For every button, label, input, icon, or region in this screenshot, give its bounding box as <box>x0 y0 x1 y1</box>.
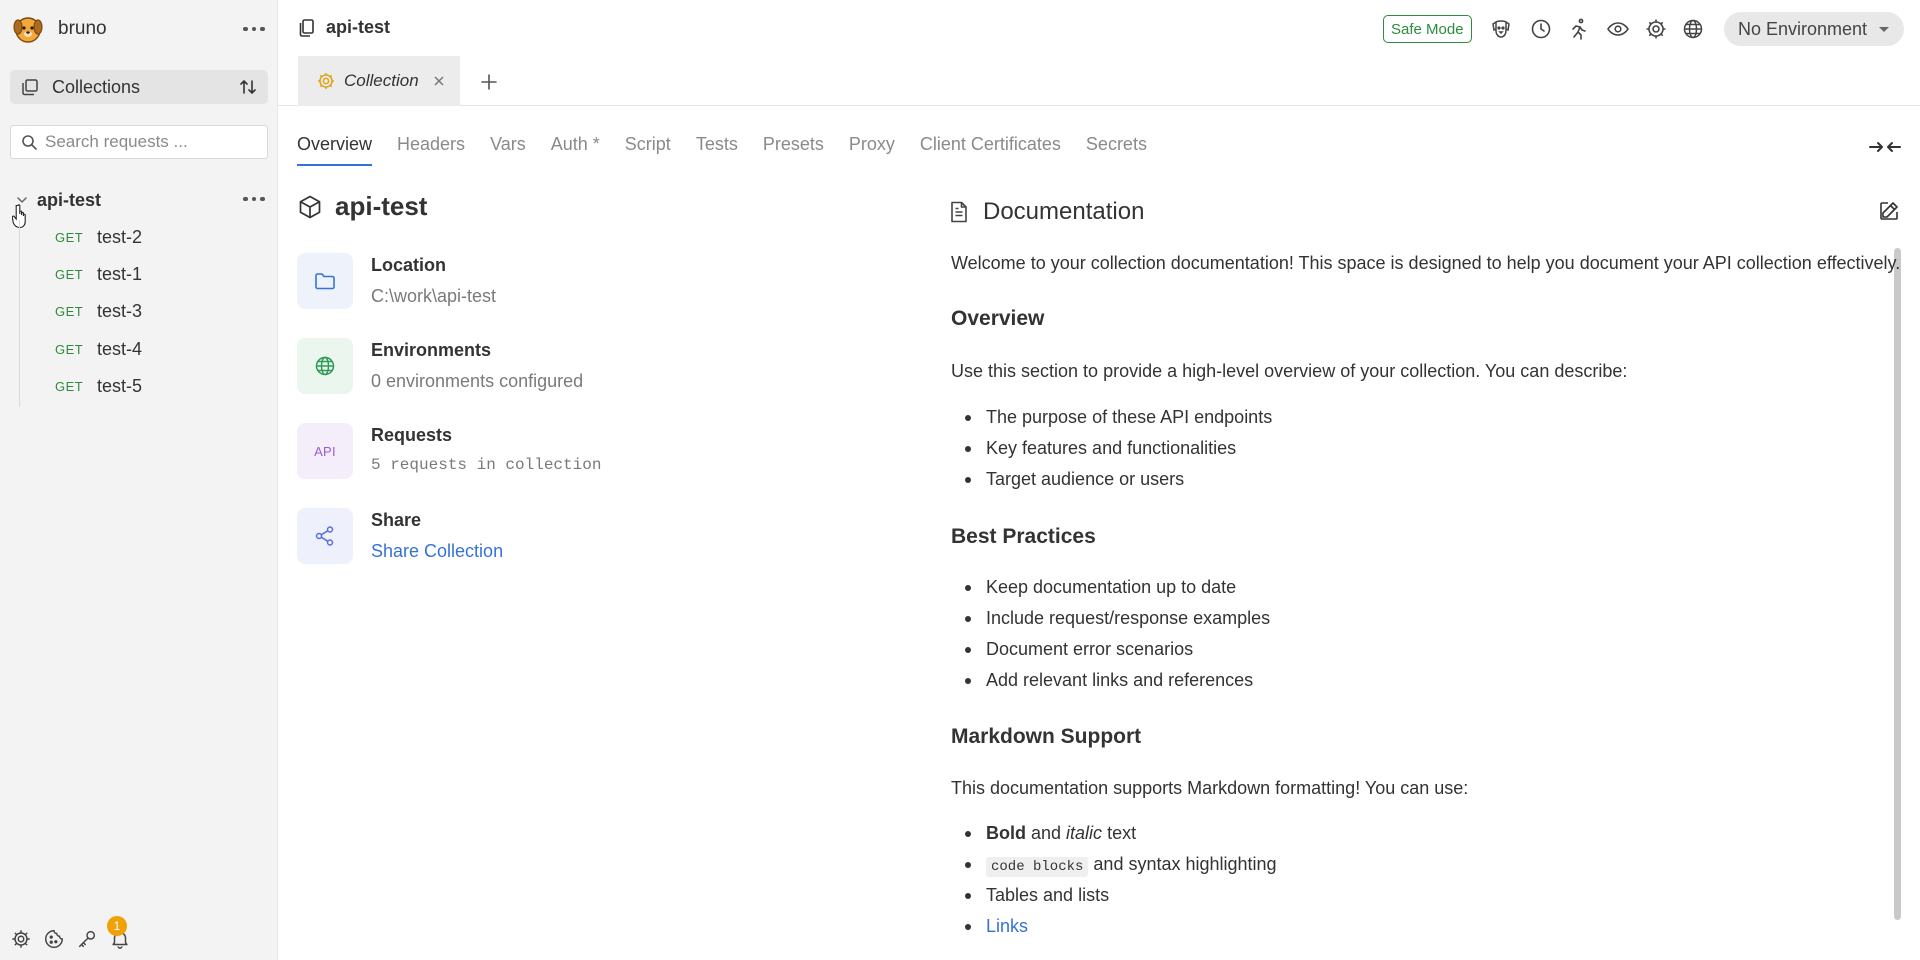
collapse-icon[interactable] <box>1868 138 1902 156</box>
add-tab-icon[interactable] <box>478 71 500 93</box>
doc-heading-markdown: Markdown Support <box>951 725 1142 748</box>
list-item: Document error scenarios <box>951 634 1270 665</box>
list-text: and syntax highlighting <box>1088 854 1277 874</box>
search-icon <box>21 134 37 150</box>
file-text-icon <box>949 200 969 224</box>
tab-overview[interactable]: Overview <box>297 134 372 164</box>
collections-icon <box>20 77 40 97</box>
tree-line <box>19 220 20 407</box>
folder-icon <box>313 269 337 293</box>
doc-best-list <box>951 572 1270 696</box>
bruno-logo-icon <box>12 14 44 44</box>
scrollbar[interactable] <box>1894 248 1901 920</box>
share-collection-link[interactable]: Share Collection <box>371 541 504 561</box>
location-info <box>297 253 496 309</box>
documentation-header <box>949 198 1144 226</box>
doc-intro: Welcome to your collection documentation! This space is designed to help you document your API collection effectively. <box>951 253 1901 273</box>
list-item <box>951 849 1277 880</box>
share-icon <box>313 524 337 548</box>
environments-info <box>297 338 583 394</box>
api-icon-box <box>297 423 353 479</box>
globe-icon <box>313 354 337 378</box>
dog-icon[interactable] <box>1489 17 1513 41</box>
sidebar <box>0 0 278 960</box>
requests-label: Requests <box>371 425 453 445</box>
share-info <box>297 508 503 564</box>
edit-icon[interactable] <box>1878 200 1900 222</box>
settings-tabs <box>297 134 1172 164</box>
environments-label: Environments <box>371 340 492 360</box>
list-item <box>951 818 1277 849</box>
method-badge: GET <box>55 303 84 319</box>
tab-collection[interactable] <box>298 56 460 106</box>
gear-icon[interactable] <box>1644 17 1668 41</box>
list-item: Tables and lists <box>951 880 1277 911</box>
api-icon: API <box>314 443 336 459</box>
collection-title <box>298 17 390 38</box>
brand <box>12 14 107 44</box>
doc-heading-best-practices: Best Practices <box>951 525 1096 548</box>
request-name: test-1 <box>97 263 143 284</box>
requests-value: 5 requests in collection <box>371 456 602 474</box>
location-value: C:\work\api-test <box>371 286 497 306</box>
cookie-icon[interactable] <box>43 928 65 950</box>
bold-text: Bold <box>986 823 1026 843</box>
list-item: Include request/response examples <box>951 603 1270 634</box>
list-item <box>951 911 1277 942</box>
documentation-title: Documentation <box>983 198 1145 225</box>
doc-overview-text: Use this section to provide a high-level overview of your collection. You can describe: <box>951 361 1628 381</box>
method-badge: GET <box>55 378 84 394</box>
list-item: Keep documentation up to date <box>951 572 1270 603</box>
method-badge: GET <box>55 266 84 282</box>
request-item[interactable] <box>55 222 142 252</box>
history-icon[interactable] <box>1529 17 1553 41</box>
list-item: Target audience or users <box>951 464 1272 495</box>
environment-select[interactable] <box>1724 12 1904 46</box>
app-menu-button[interactable] <box>240 21 268 37</box>
doc-markdown-text: This documentation supports Markdown formatting! You can use: <box>951 778 1469 798</box>
collections-label: Collections <box>52 76 141 97</box>
key-icon[interactable] <box>76 928 98 950</box>
tab-script[interactable]: Script <box>624 134 671 154</box>
collection-menu-button[interactable] <box>240 191 268 207</box>
globe-icon-box <box>297 338 353 394</box>
environments-value: 0 environments configured <box>371 371 584 391</box>
request-item[interactable] <box>55 334 142 364</box>
list-text: and <box>1026 823 1067 843</box>
safe-mode-button[interactable]: Safe Mode <box>1383 15 1472 43</box>
request-name: test-2 <box>97 226 143 247</box>
italic-text: italic <box>1066 823 1103 843</box>
search-box <box>10 125 268 159</box>
sort-icon[interactable] <box>238 77 258 97</box>
location-label: Location <box>371 255 446 275</box>
list-item: Key features and functionalities <box>951 433 1272 464</box>
tab-tests[interactable]: Tests <box>695 134 738 154</box>
collection-item[interactable] <box>12 188 270 212</box>
share-label: Share <box>371 510 422 530</box>
notification-badge: 1 <box>107 916 127 936</box>
settings-icon <box>316 71 336 91</box>
tab-secrets[interactable]: Secrets <box>1085 134 1147 154</box>
cube-icon <box>297 194 323 220</box>
header-title: api-test <box>326 17 391 37</box>
globe-icon[interactable] <box>1681 17 1705 41</box>
tab-proxy[interactable]: Proxy <box>848 134 895 154</box>
collection-name: api-test <box>37 189 102 210</box>
folder-icon-box <box>297 253 353 309</box>
settings-icon[interactable] <box>10 928 32 950</box>
tab-client-certificates[interactable]: Client Certificates <box>919 134 1061 154</box>
method-badge: GET <box>55 341 84 357</box>
inline-code: code blocks <box>986 857 1088 877</box>
search-input[interactable] <box>45 132 260 152</box>
doc-link[interactable]: Links <box>986 916 1029 936</box>
request-item[interactable] <box>55 296 142 326</box>
copy-icon <box>298 18 316 38</box>
share-icon-box <box>297 508 353 564</box>
list-text: text <box>1102 823 1137 843</box>
collections-header[interactable] <box>10 70 268 104</box>
runner-icon[interactable] <box>1567 17 1591 41</box>
close-icon[interactable] <box>432 74 446 88</box>
method-badge: GET <box>55 229 84 245</box>
requests-info <box>297 423 601 479</box>
tab-presets[interactable]: Presets <box>762 134 824 154</box>
header <box>278 0 1920 56</box>
request-name: test-3 <box>97 300 143 321</box>
doc-overview-list <box>951 402 1272 495</box>
request-item[interactable] <box>55 259 142 289</box>
list-item: Add relevant links and references <box>951 665 1270 696</box>
environment-label: No Environment <box>1738 18 1868 39</box>
doc-markdown-list <box>951 818 1277 942</box>
request-name: test-4 <box>97 338 143 359</box>
pointer-cursor-icon <box>12 203 32 229</box>
overview-title <box>297 191 427 222</box>
caret-down-icon <box>1878 26 1890 34</box>
tab-strip <box>278 56 1920 106</box>
tab-auth[interactable]: Auth * <box>550 134 600 154</box>
request-item[interactable] <box>55 371 142 401</box>
overview-name: api-test <box>335 191 428 221</box>
tab-vars[interactable]: Vars <box>490 134 526 154</box>
list-item: The purpose of these API endpoints <box>951 402 1272 433</box>
doc-heading-overview: Overview <box>951 307 1045 330</box>
tab-label: Collection <box>344 71 419 90</box>
tab-headers[interactable]: Headers <box>397 134 466 154</box>
request-name: test-5 <box>97 375 143 396</box>
app-name: bruno <box>58 18 107 39</box>
eye-icon[interactable] <box>1606 17 1630 41</box>
